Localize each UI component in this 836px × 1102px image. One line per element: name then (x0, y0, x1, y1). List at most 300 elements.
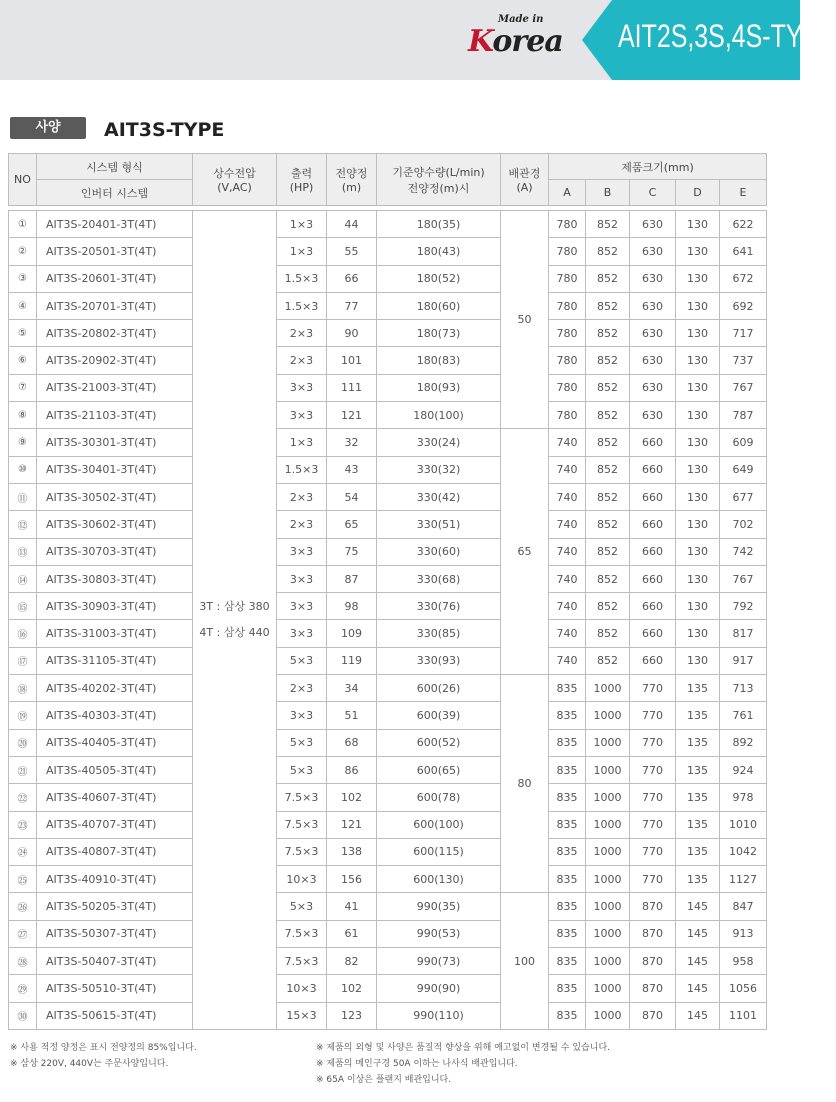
row-model: AIT3S-40607-3T(4T) (37, 784, 193, 811)
row-flow: 330(60) (377, 538, 501, 565)
row-head: 61 (327, 920, 377, 947)
table-row (9, 320, 767, 347)
row-flow: 180(100) (377, 402, 501, 429)
note-item: ※ 65A 이상은 플랜지 배관입니다. (316, 1075, 452, 1085)
row-size-e: 737 (720, 347, 767, 374)
header-size-c: C (630, 180, 676, 206)
row-flow: 990(35) (377, 893, 501, 920)
table-row (9, 374, 767, 401)
row-size-c: 870 (630, 893, 676, 920)
row-model: AIT3S-21003-3T(4T) (37, 374, 193, 401)
type-tab (582, 0, 836, 80)
row-size-b: 852 (586, 593, 630, 620)
row-size-d: 130 (676, 620, 720, 647)
notes-left (10, 1040, 197, 1072)
row-head: 123 (327, 1002, 377, 1029)
row-size-d: 135 (676, 702, 720, 729)
row-head: 98 (327, 593, 377, 620)
row-size-e: 1010 (720, 811, 767, 838)
row-flow: 600(130) (377, 866, 501, 893)
row-size-c: 630 (630, 374, 676, 401)
row-model: AIT3S-50205-3T(4T) (37, 893, 193, 920)
header-output-line2: (HP) (289, 181, 314, 194)
row-output-hp: 5×3 (277, 647, 327, 674)
row-no: ⑰ (9, 647, 37, 674)
row-size-b: 852 (586, 211, 630, 238)
row-flow: 180(93) (377, 374, 501, 401)
row-size-a: 835 (549, 756, 586, 783)
row-output-hp: 10×3 (277, 975, 327, 1002)
row-model: AIT3S-30602-3T(4T) (37, 511, 193, 538)
table-row (9, 811, 767, 838)
row-model: AIT3S-50407-3T(4T) (37, 948, 193, 975)
row-size-a: 740 (549, 593, 586, 620)
row-size-c: 660 (630, 538, 676, 565)
row-size-e: 713 (720, 675, 767, 702)
row-output-hp: 1.5×3 (277, 265, 327, 292)
row-output-hp: 10×3 (277, 866, 327, 893)
table-row (9, 948, 767, 975)
row-no: ⑪ (9, 483, 37, 510)
row-model: AIT3S-40910-3T(4T) (37, 866, 193, 893)
header-voltage (193, 154, 277, 206)
row-output-hp: 7.5×3 (277, 784, 327, 811)
row-size-d: 130 (676, 565, 720, 592)
row-model: AIT3S-40807-3T(4T) (37, 838, 193, 865)
row-size-a: 835 (549, 838, 586, 865)
row-size-a: 780 (549, 211, 586, 238)
row-head: 32 (327, 429, 377, 456)
row-head: 54 (327, 483, 377, 510)
row-size-c: 630 (630, 292, 676, 319)
row-size-e: 792 (720, 593, 767, 620)
row-head: 111 (327, 374, 377, 401)
table-row (9, 1002, 767, 1029)
row-size-a: 780 (549, 402, 586, 429)
row-no: ⑳ (9, 729, 37, 756)
row-size-b: 852 (586, 265, 630, 292)
row-size-b: 1000 (586, 675, 630, 702)
row-output-hp: 3×3 (277, 538, 327, 565)
row-size-c: 660 (630, 456, 676, 483)
row-no: ㉗ (9, 920, 37, 947)
row-size-a: 780 (549, 347, 586, 374)
row-no: ⑥ (9, 347, 37, 374)
row-size-c: 630 (630, 347, 676, 374)
row-size-c: 870 (630, 975, 676, 1002)
row-output-hp: 3×3 (277, 402, 327, 429)
row-size-d: 135 (676, 729, 720, 756)
table-row (9, 593, 767, 620)
row-size-c: 770 (630, 702, 676, 729)
row-flow: 330(24) (377, 429, 501, 456)
row-output-hp: 1×3 (277, 238, 327, 265)
row-no: ⑱ (9, 675, 37, 702)
section-badge: 사양 (10, 117, 86, 139)
row-model: AIT3S-50615-3T(4T) (37, 1002, 193, 1029)
note-item: ※ 제품의 메인구경 50A 이하는 나사식 배관입니다. (316, 1059, 518, 1069)
pipe-diameter-cell: 65 (501, 429, 549, 675)
row-size-d: 130 (676, 265, 720, 292)
row-head: 44 (327, 211, 377, 238)
notes-right (316, 1040, 610, 1088)
row-size-a: 780 (549, 292, 586, 319)
header-voltage-line2: (V,AC) (217, 181, 252, 194)
row-size-b: 852 (586, 402, 630, 429)
row-flow: 600(26) (377, 675, 501, 702)
row-model: AIT3S-31105-3T(4T) (37, 647, 193, 674)
row-no: ⑤ (9, 320, 37, 347)
row-no: ⑬ (9, 538, 37, 565)
row-head: 75 (327, 538, 377, 565)
table-row (9, 702, 767, 729)
table-row (9, 866, 767, 893)
row-head: 102 (327, 975, 377, 1002)
row-size-d: 130 (676, 347, 720, 374)
row-model: AIT3S-30903-3T(4T) (37, 593, 193, 620)
row-output-hp: 2×3 (277, 320, 327, 347)
table-row (9, 893, 767, 920)
row-size-a: 740 (549, 429, 586, 456)
row-model: AIT3S-40202-3T(4T) (37, 675, 193, 702)
header-no: NO (9, 154, 37, 206)
row-size-c: 770 (630, 866, 676, 893)
row-output-hp: 7.5×3 (277, 838, 327, 865)
row-flow: 180(60) (377, 292, 501, 319)
row-size-a: 740 (549, 483, 586, 510)
header-flow-line1: 기준양수량(L/min) (392, 165, 485, 179)
row-flow: 180(35) (377, 211, 501, 238)
row-head: 109 (327, 620, 377, 647)
note-item: ※ 사용 적정 양정은 표시 전양정의 85%입니다. (10, 1043, 197, 1053)
row-size-a: 835 (549, 975, 586, 1002)
row-model: AIT3S-20701-3T(4T) (37, 292, 193, 319)
row-size-c: 660 (630, 511, 676, 538)
row-size-d: 145 (676, 1002, 720, 1029)
row-size-e: 924 (720, 756, 767, 783)
row-flow: 330(85) (377, 620, 501, 647)
row-size-d: 130 (676, 538, 720, 565)
row-size-a: 740 (549, 620, 586, 647)
row-flow: 180(73) (377, 320, 501, 347)
row-head: 66 (327, 265, 377, 292)
row-size-e: 817 (720, 620, 767, 647)
row-size-e: 649 (720, 456, 767, 483)
row-size-a: 780 (549, 238, 586, 265)
voltage-line-3t: 3T : 삼상 380 (199, 599, 270, 613)
row-output-hp: 1.5×3 (277, 456, 327, 483)
row-flow: 600(65) (377, 756, 501, 783)
row-model: AIT3S-20802-3T(4T) (37, 320, 193, 347)
row-flow: 330(93) (377, 647, 501, 674)
row-size-b: 852 (586, 347, 630, 374)
row-size-e: 609 (720, 429, 767, 456)
header-output-line1: 출력 (290, 167, 313, 180)
row-model: AIT3S-20501-3T(4T) (37, 238, 193, 265)
table-row (9, 265, 767, 292)
row-no: ⑮ (9, 593, 37, 620)
row-flow: 330(42) (377, 483, 501, 510)
table-row (9, 647, 767, 674)
row-model: AIT3S-30703-3T(4T) (37, 538, 193, 565)
row-no: ⑩ (9, 456, 37, 483)
row-size-d: 130 (676, 402, 720, 429)
row-size-c: 870 (630, 948, 676, 975)
row-size-a: 835 (549, 784, 586, 811)
row-size-b: 852 (586, 456, 630, 483)
type-tab-label: AIT2S,3S,4S-TYPE (618, 18, 836, 54)
row-size-e: 761 (720, 702, 767, 729)
row-size-a: 780 (549, 374, 586, 401)
table-row (9, 402, 767, 429)
row-no: ⑧ (9, 402, 37, 429)
row-flow: 990(90) (377, 975, 501, 1002)
row-head: 65 (327, 511, 377, 538)
row-size-b: 1000 (586, 702, 630, 729)
row-head: 43 (327, 456, 377, 483)
row-size-c: 660 (630, 565, 676, 592)
row-size-a: 835 (549, 702, 586, 729)
row-output-hp: 3×3 (277, 374, 327, 401)
row-head: 121 (327, 402, 377, 429)
row-head: 86 (327, 756, 377, 783)
row-no: ① (9, 211, 37, 238)
header-head (327, 154, 377, 206)
table-row (9, 211, 767, 238)
row-model: AIT3S-50510-3T(4T) (37, 975, 193, 1002)
row-size-c: 660 (630, 620, 676, 647)
table-row (9, 429, 767, 456)
row-size-a: 740 (549, 456, 586, 483)
table-row (9, 347, 767, 374)
header-size-d: D (676, 180, 720, 206)
row-size-e: 622 (720, 211, 767, 238)
row-size-d: 135 (676, 838, 720, 865)
row-size-e: 677 (720, 483, 767, 510)
row-size-b: 1000 (586, 838, 630, 865)
row-size-c: 630 (630, 320, 676, 347)
row-size-c: 770 (630, 784, 676, 811)
row-size-c: 870 (630, 1002, 676, 1029)
row-output-hp: 5×3 (277, 756, 327, 783)
note-item: ※ 삼상 220V, 440V는 주문사양입니다. (10, 1059, 169, 1069)
row-size-d: 130 (676, 647, 720, 674)
logo-korea-rest: orea (492, 24, 563, 59)
header-system-type: 시스템 형식 (37, 154, 193, 180)
section-title: AIT3S-TYPE (104, 119, 225, 141)
header-pipe (501, 154, 549, 206)
table-row (9, 675, 767, 702)
row-flow: 330(32) (377, 456, 501, 483)
row-size-d: 145 (676, 920, 720, 947)
row-no: ㉘ (9, 948, 37, 975)
row-size-d: 130 (676, 511, 720, 538)
row-size-e: 692 (720, 292, 767, 319)
row-size-b: 1000 (586, 920, 630, 947)
row-size-a: 835 (549, 920, 586, 947)
row-size-e: 672 (720, 265, 767, 292)
header-output (277, 154, 327, 206)
row-size-b: 1000 (586, 729, 630, 756)
row-size-c: 870 (630, 920, 676, 947)
row-size-e: 1101 (720, 1002, 767, 1029)
row-size-a: 835 (549, 811, 586, 838)
row-size-c: 660 (630, 593, 676, 620)
row-model: AIT3S-30401-3T(4T) (37, 456, 193, 483)
row-size-b: 852 (586, 429, 630, 456)
row-size-e: 767 (720, 374, 767, 401)
row-head: 101 (327, 347, 377, 374)
row-model: AIT3S-21103-3T(4T) (37, 402, 193, 429)
row-size-c: 770 (630, 838, 676, 865)
row-flow: 180(83) (377, 347, 501, 374)
row-output-hp: 3×3 (277, 593, 327, 620)
row-no: ⑲ (9, 702, 37, 729)
row-size-e: 913 (720, 920, 767, 947)
row-size-c: 770 (630, 756, 676, 783)
row-size-d: 130 (676, 593, 720, 620)
row-size-d: 130 (676, 238, 720, 265)
row-size-e: 1127 (720, 866, 767, 893)
row-model: AIT3S-20401-3T(4T) (37, 211, 193, 238)
row-size-b: 852 (586, 565, 630, 592)
row-size-b: 852 (586, 483, 630, 510)
row-no: ㉔ (9, 838, 37, 865)
table-row (9, 920, 767, 947)
row-no: ③ (9, 265, 37, 292)
row-model: AIT3S-30803-3T(4T) (37, 565, 193, 592)
row-flow: 600(39) (377, 702, 501, 729)
row-output-hp: 7.5×3 (277, 920, 327, 947)
row-size-a: 835 (549, 1002, 586, 1029)
row-size-e: 641 (720, 238, 767, 265)
row-head: 55 (327, 238, 377, 265)
table-row (9, 511, 767, 538)
row-size-d: 135 (676, 784, 720, 811)
row-size-b: 852 (586, 620, 630, 647)
pipe-diameter-cell: 50 (501, 211, 549, 429)
row-size-e: 717 (720, 320, 767, 347)
row-size-d: 130 (676, 374, 720, 401)
row-output-hp: 3×3 (277, 620, 327, 647)
logo-korea-text (468, 24, 563, 59)
row-no: ⑨ (9, 429, 37, 456)
row-flow: 330(68) (377, 565, 501, 592)
row-size-b: 1000 (586, 866, 630, 893)
row-size-c: 630 (630, 238, 676, 265)
row-output-hp: 2×3 (277, 347, 327, 374)
row-head: 82 (327, 948, 377, 975)
row-size-e: 978 (720, 784, 767, 811)
row-size-b: 852 (586, 292, 630, 319)
table-row (9, 456, 767, 483)
row-size-b: 852 (586, 238, 630, 265)
row-flow: 600(78) (377, 784, 501, 811)
header-flow-line2: 전양정(m)시 (407, 181, 470, 195)
row-model: AIT3S-30301-3T(4T) (37, 429, 193, 456)
row-head: 119 (327, 647, 377, 674)
row-size-d: 145 (676, 975, 720, 1002)
row-model: AIT3S-40707-3T(4T) (37, 811, 193, 838)
logo-made-in-text: Made in (498, 14, 544, 25)
row-size-e: 892 (720, 729, 767, 756)
row-size-b: 1000 (586, 784, 630, 811)
row-size-e: 958 (720, 948, 767, 975)
row-model: AIT3S-40405-3T(4T) (37, 729, 193, 756)
row-output-hp: 15×3 (277, 1002, 327, 1029)
row-output-hp: 2×3 (277, 483, 327, 510)
row-output-hp: 5×3 (277, 729, 327, 756)
row-size-c: 630 (630, 211, 676, 238)
table-row (9, 756, 767, 783)
row-size-c: 630 (630, 402, 676, 429)
row-output-hp: 2×3 (277, 675, 327, 702)
row-output-hp: 1.5×3 (277, 292, 327, 319)
row-size-e: 1056 (720, 975, 767, 1002)
row-output-hp: 3×3 (277, 565, 327, 592)
row-head: 68 (327, 729, 377, 756)
row-head: 121 (327, 811, 377, 838)
row-size-b: 852 (586, 647, 630, 674)
row-model: AIT3S-40505-3T(4T) (37, 756, 193, 783)
row-head: 90 (327, 320, 377, 347)
table-row (9, 784, 767, 811)
row-flow: 180(43) (377, 238, 501, 265)
spec-table (8, 153, 767, 1030)
row-output-hp: 5×3 (277, 893, 327, 920)
row-size-c: 770 (630, 729, 676, 756)
row-size-d: 135 (676, 675, 720, 702)
row-size-c: 770 (630, 811, 676, 838)
row-size-a: 740 (549, 647, 586, 674)
table-row (9, 729, 767, 756)
row-no: ㉑ (9, 756, 37, 783)
voltage-line-4t: 4T : 삼상 440 (199, 625, 270, 639)
note-item: ※ 제품의 외형 및 사양은 품질적 향상을 위해 예고없이 변경될 수 있습니다. (316, 1043, 610, 1053)
row-flow: 990(73) (377, 948, 501, 975)
made-in-korea-logo (468, 14, 568, 64)
row-head: 87 (327, 565, 377, 592)
row-size-e: 742 (720, 538, 767, 565)
row-no: ⑭ (9, 565, 37, 592)
row-no: ㉕ (9, 866, 37, 893)
row-size-d: 130 (676, 429, 720, 456)
row-size-c: 770 (630, 675, 676, 702)
row-size-e: 767 (720, 565, 767, 592)
header-size-e: E (720, 180, 767, 206)
table-row (9, 838, 767, 865)
row-size-e: 847 (720, 893, 767, 920)
row-flow: 180(52) (377, 265, 501, 292)
row-flow: 330(51) (377, 511, 501, 538)
row-no: ㉒ (9, 784, 37, 811)
header-flow (377, 154, 501, 206)
row-model: AIT3S-40303-3T(4T) (37, 702, 193, 729)
row-head: 34 (327, 675, 377, 702)
pipe-diameter-cell: 80 (501, 675, 549, 893)
row-no: ㉖ (9, 893, 37, 920)
header-size-b: B (586, 180, 630, 206)
row-size-b: 852 (586, 374, 630, 401)
row-size-d: 130 (676, 456, 720, 483)
row-output-hp: 1×3 (277, 211, 327, 238)
row-size-d: 130 (676, 292, 720, 319)
row-size-c: 660 (630, 483, 676, 510)
row-flow: 990(110) (377, 1002, 501, 1029)
row-size-a: 835 (549, 866, 586, 893)
row-size-e: 1042 (720, 838, 767, 865)
row-size-a: 835 (549, 675, 586, 702)
